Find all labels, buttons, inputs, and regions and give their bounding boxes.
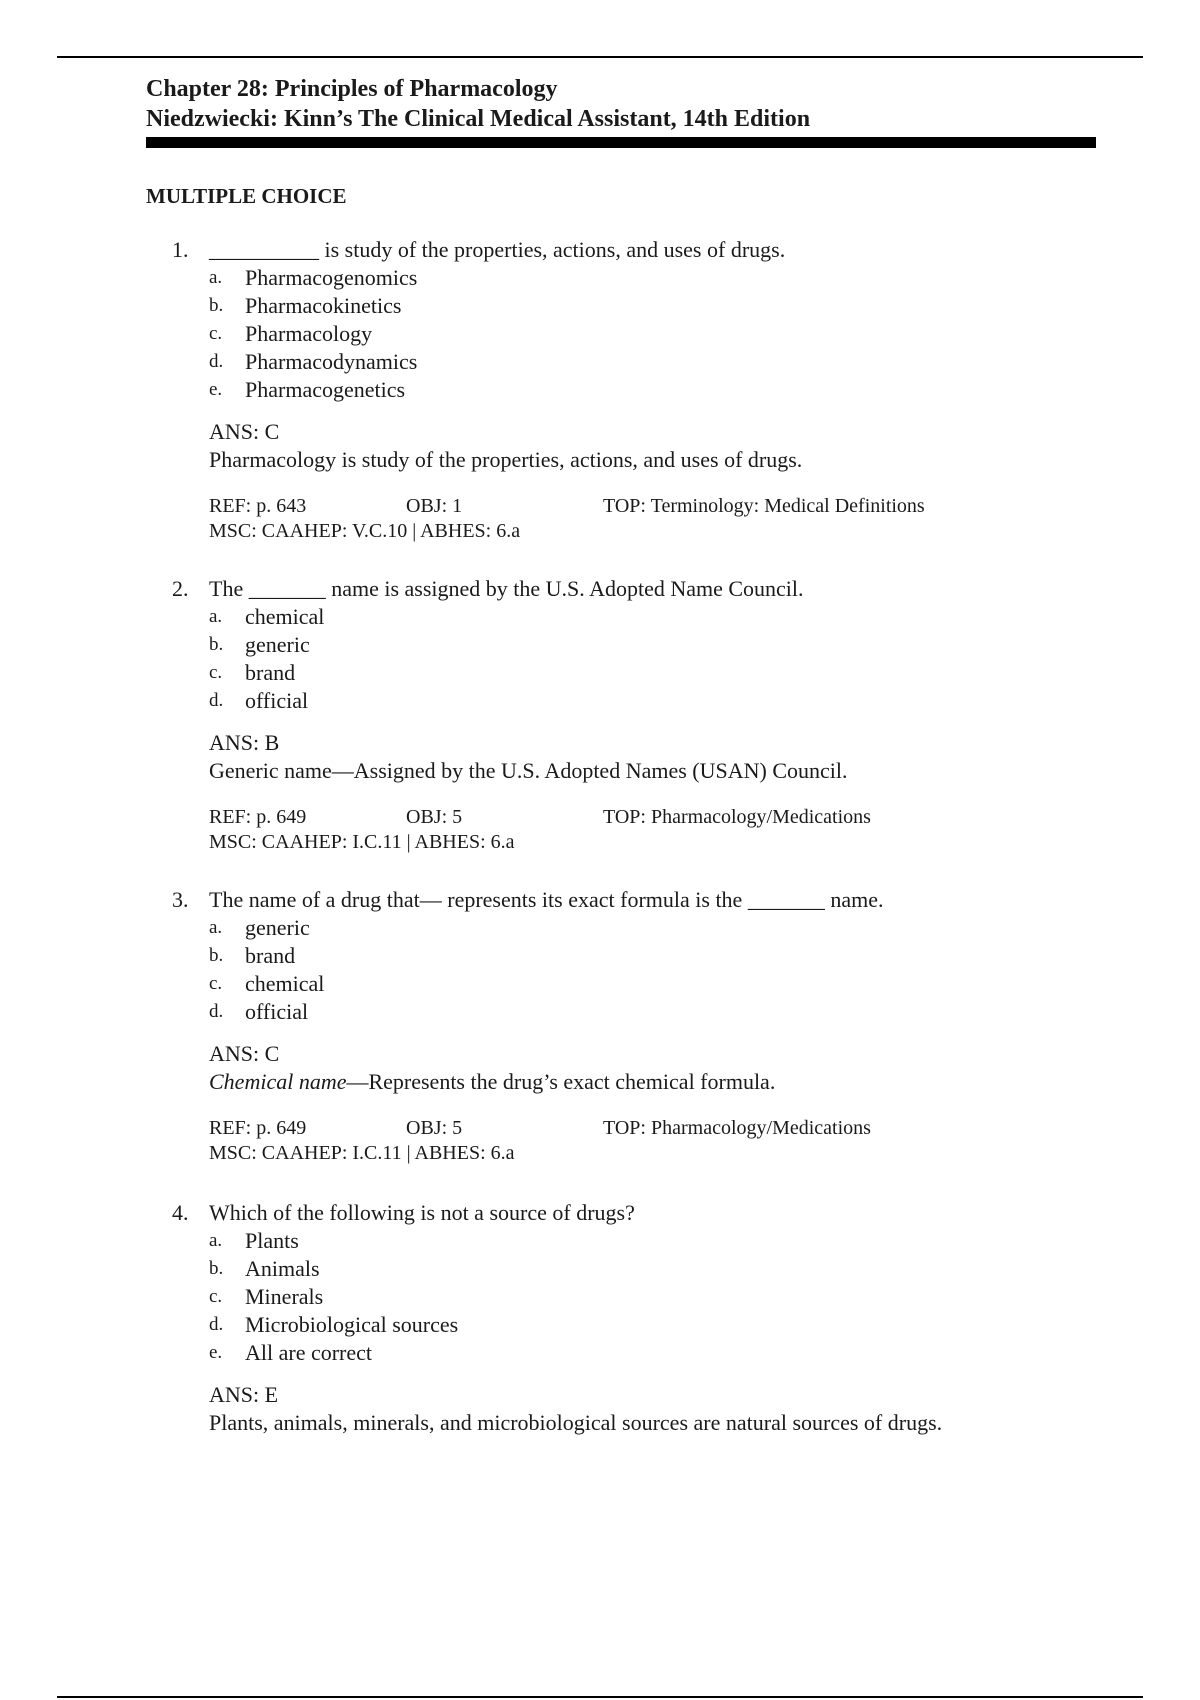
question-2 bbox=[172, 575, 1092, 855]
option-c: c. brand bbox=[209, 660, 296, 685]
question-stem: The name of a drug that— represents its exact formula is the _______ name. bbox=[209, 887, 884, 912]
question-number: 2. bbox=[172, 576, 189, 601]
answer-key: ANS: C bbox=[209, 419, 280, 444]
question-1 bbox=[172, 236, 1092, 544]
section-heading: MULTIPLE CHOICE bbox=[146, 184, 347, 208]
header-bar bbox=[146, 137, 1096, 148]
option-c: c. Minerals bbox=[209, 1284, 324, 1309]
ref: REF: p. 643 bbox=[209, 495, 307, 517]
answer-block bbox=[209, 1040, 1092, 1096]
chapter-title: Chapter 28: Principles of Pharmacology bbox=[146, 76, 558, 102]
option-c: c. Pharmacology bbox=[209, 321, 373, 346]
option-c: c. chemical bbox=[209, 971, 325, 996]
topic: TOP: Pharmacology/Medications bbox=[603, 806, 871, 828]
question-metadata bbox=[209, 805, 1092, 855]
top-rule bbox=[57, 56, 1143, 58]
question-3 bbox=[172, 886, 1092, 1166]
rationale: Pharmacology is study of the properties, actions, and uses of drugs. bbox=[209, 447, 803, 472]
option-d: d. official bbox=[209, 999, 309, 1024]
question-metadata bbox=[209, 1116, 1092, 1166]
obj: OBJ: 1 bbox=[406, 495, 463, 517]
option-d: d. official bbox=[209, 688, 309, 713]
option-a: a. Plants bbox=[209, 1228, 299, 1253]
question-number: 1. bbox=[172, 237, 189, 262]
topic: TOP: Terminology: Medical Definitions bbox=[603, 495, 925, 517]
question-metadata bbox=[209, 494, 1092, 544]
option-b: b. Pharmacokinetics bbox=[209, 293, 402, 318]
topic: TOP: Pharmacology/Medications bbox=[603, 1117, 871, 1139]
answer-key: ANS: E bbox=[209, 1382, 279, 1407]
rationale: Generic name—Assigned by the U.S. Adopted Names (USAN) Council. bbox=[209, 758, 848, 783]
option-d: d. Microbiological sources bbox=[209, 1312, 459, 1337]
option-d: d. Pharmacodynamics bbox=[209, 349, 418, 374]
question-stem: __________ is study of the properties, actions, and uses of drugs. bbox=[209, 237, 786, 262]
option-a: a. Pharmacogenomics bbox=[209, 265, 418, 290]
answer-key: ANS: B bbox=[209, 730, 280, 755]
document-header bbox=[146, 74, 1096, 148]
question-4 bbox=[172, 1199, 1092, 1437]
ref: REF: p. 649 bbox=[209, 1117, 307, 1139]
option-list bbox=[209, 603, 1092, 715]
option-list bbox=[209, 264, 1092, 404]
option-e: e. Pharmacogenetics bbox=[209, 377, 406, 402]
question-number: 3. bbox=[172, 887, 189, 912]
ref: REF: p. 649 bbox=[209, 806, 307, 828]
option-b: b. brand bbox=[209, 943, 296, 968]
option-a: a. generic bbox=[209, 915, 310, 940]
msc: MSC: CAAHEP: V.C.10 | ABHES: 6.a bbox=[209, 520, 521, 542]
answer-block bbox=[209, 729, 1092, 785]
option-e: e. All are correct bbox=[209, 1340, 373, 1365]
rationale: Chemical name—Represents the drug’s exact chemical formula. bbox=[209, 1069, 776, 1094]
msc: MSC: CAAHEP: I.C.11 | ABHES: 6.a bbox=[209, 831, 515, 853]
option-b: b. Animals bbox=[209, 1256, 320, 1281]
option-b: b. generic bbox=[209, 632, 310, 657]
answer-block bbox=[209, 418, 1092, 474]
answer-block bbox=[209, 1381, 1092, 1437]
rationale: Plants, animals, minerals, and microbiological sources are natural sources of drugs. bbox=[209, 1410, 943, 1435]
answer-key: ANS: C bbox=[209, 1041, 280, 1066]
question-stem: Which of the following is not a source of drugs? bbox=[209, 1200, 635, 1225]
question-number: 4. bbox=[172, 1200, 189, 1225]
obj: OBJ: 5 bbox=[406, 806, 463, 828]
book-title: Niedzwiecki: Kinn’s The Clinical Medical Assistant, 14th Edition bbox=[146, 106, 811, 132]
option-list bbox=[209, 914, 1092, 1026]
option-list bbox=[209, 1227, 1092, 1367]
obj: OBJ: 5 bbox=[406, 1117, 463, 1139]
option-a: a. chemical bbox=[209, 604, 325, 629]
msc: MSC: CAAHEP: I.C.11 | ABHES: 6.a bbox=[209, 1142, 515, 1164]
question-stem: The _______ name is assigned by the U.S. Adopted Name Council. bbox=[209, 576, 804, 601]
bottom-rule bbox=[57, 1696, 1143, 1698]
